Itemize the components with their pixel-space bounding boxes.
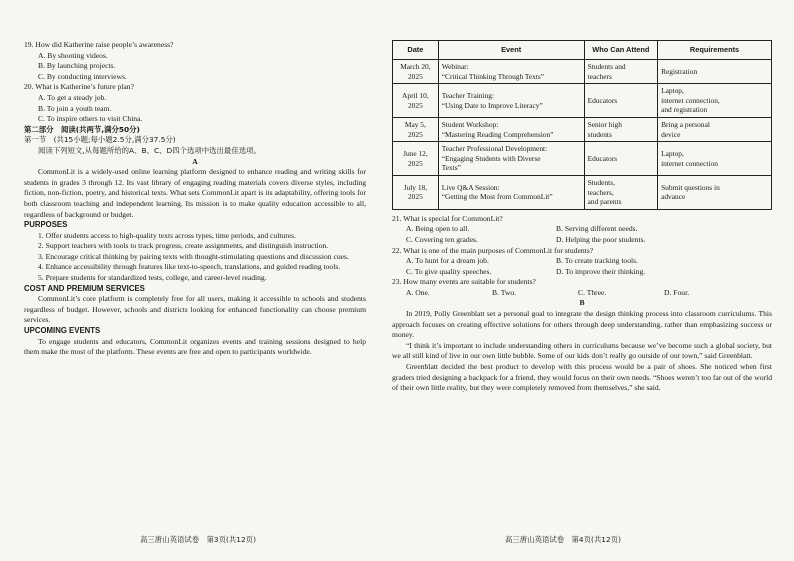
passage-b-paragraph-2: “I think it’s important to include understanding others in curriculums because we’ve become such a global society, but we all still kind of live in our own little bubble. Some of our kids don’t really go outside of our town,” said Greenblatt. bbox=[392, 340, 772, 361]
purposes-heading: PURPOSES bbox=[24, 220, 68, 230]
cell-date: June 12, 2025 bbox=[393, 142, 439, 176]
footer-left: 高三唐山英语试卷 第3页(共12页) bbox=[140, 535, 256, 544]
q23-option-a: A. One. bbox=[406, 287, 430, 297]
question-22: 22. What is one of the main purposes of CommonLit for students? bbox=[392, 245, 594, 255]
q19-option-c: C. By conducting interviews. bbox=[38, 71, 127, 81]
header-event: Event bbox=[438, 41, 584, 60]
cell-date: April 10, 2025 bbox=[393, 84, 439, 118]
cell-event: Live Q&A Session: “Getting the Most from CommonLit” bbox=[438, 175, 584, 209]
purpose-4: 4. Enhance accessibility through features like text-to-speech, translations, and guided reading tools. bbox=[38, 262, 341, 272]
cell-requirements: Laptop, internet connection, and registration bbox=[658, 84, 772, 118]
cell-who: Students, teachers, and parents bbox=[584, 175, 657, 209]
table-header-row bbox=[393, 41, 772, 60]
purpose-2: 2. Support teachers with tools to track progress, create assignments, and distinguish instruction. bbox=[38, 241, 329, 251]
table-row bbox=[393, 175, 772, 209]
cell-event: Webinar: “Critical Thinking Through Texts” bbox=[438, 60, 584, 84]
passage-a-label: A bbox=[192, 156, 198, 166]
cell-who: Senior high students bbox=[584, 117, 657, 141]
q21-options bbox=[406, 224, 772, 235]
header-requirements: Requirements bbox=[658, 41, 772, 60]
q23-option-c: C. Three. bbox=[578, 287, 607, 297]
part-two-heading: 第二部分 阅读(共两节,满分50分) bbox=[24, 124, 140, 134]
q21-option-c: C. Covering ten grades. bbox=[406, 234, 478, 244]
events-table bbox=[392, 40, 772, 210]
cell-date: March 20, 2025 bbox=[393, 60, 439, 84]
cost-text: CommonLit’s core platform is completely free for all users, making it accessible to schools and students regardless of budget. However, schools and districts looking for enhanced functionality can choose premium services. bbox=[24, 294, 366, 325]
section-one-heading: 第一节 (共15小题;每小题2.5分,满分37.5分) bbox=[24, 135, 176, 145]
events-heading: UPCOMING EVENTS bbox=[24, 326, 101, 336]
table-row bbox=[393, 60, 772, 84]
cost-heading: COST AND PREMIUM SERVICES bbox=[24, 283, 145, 293]
cell-requirements: Submit questions in advance bbox=[658, 175, 772, 209]
cell-event: Teacher Professional Development: “Engaging Students with Diverse Texts” bbox=[438, 142, 584, 176]
q22-option-c: C. To give quality speeches. bbox=[406, 266, 492, 276]
q22-option-d: D. To improve their thinking. bbox=[556, 266, 646, 276]
events-text: To engage students and educators, CommonLit organizes events and training sessions designed to help them make the most of the platform. These events are free and open to participants worldwide. bbox=[24, 336, 366, 357]
q21-options-2 bbox=[406, 235, 772, 246]
cell-date: July 18, 2025 bbox=[393, 175, 439, 209]
reading-instruction: 阅读下列短文,从每题所给的A、B、C、D四个选项中选出最佳选项。 bbox=[38, 145, 261, 155]
cell-date: May 5, 2025 bbox=[393, 117, 439, 141]
q20-option-a: A. To get a steady job. bbox=[38, 92, 107, 102]
cell-event: Student Workshop: “Mastering Reading Comprehension” bbox=[438, 117, 584, 141]
question-23: 23. How many events are suitable for students? bbox=[392, 277, 536, 287]
purpose-5: 5. Prepare students for standardized tests, college, and career-level reading. bbox=[38, 273, 267, 283]
cell-who: Educators bbox=[584, 142, 657, 176]
q22-option-a: A. To hunt for a dream job. bbox=[406, 256, 489, 266]
q23-option-d: D. Four. bbox=[664, 287, 690, 297]
q20-option-c: C. To inspire others to visit China. bbox=[38, 114, 143, 124]
passage-b-label: B bbox=[579, 298, 585, 308]
purpose-3: 3. Encourage critical thinking by pairing texts with thought-stimulating questions and discussion cues. bbox=[38, 251, 349, 261]
cell-requirements: Laptop, internet connection bbox=[658, 142, 772, 176]
q19-option-b: B. By launching projects. bbox=[38, 61, 116, 71]
purpose-1: 1. Offer students access to high-quality texts across types, time periods, and cultures. bbox=[38, 230, 296, 240]
passage-b-paragraph-3: Greenblatt decided the best product to develop with this process would be a pair of shoes. She noticed when first graders tried designing a backpack for a friend, they would focus on their own needs. “Shoes weren’t too far out of the world of their own little reality, but they were completely removed from themselves,” she said. bbox=[392, 362, 772, 393]
cell-requirements: Registration bbox=[658, 60, 772, 84]
passage-b-paragraph-1: In 2019, Polly Greenblatt set a personal goal to integrate the design thinking process into classroom curriculums. This approach focuses on creating effective solutions for others through deep understanding, rather than emphasizing success or money. bbox=[392, 309, 772, 340]
right-page bbox=[392, 40, 772, 394]
q19-option-a: A. By shooting videos. bbox=[38, 50, 108, 60]
commonlit-intro: CommonLit is a widely-used online learning platform designed to enhance reading and writing skills for students in grades 3 through 12. Its vast library of engaging reading materials covers diverse styles, including fiction, non-fiction, poetry, and historical texts. What sets CommonLit apart is its adaptability, offering tools for both classroom teaching and independent learning. Its mission is to make quality education accessible to all, regardless of background or budget. bbox=[24, 167, 366, 219]
q21-option-d: D. Helping the poor students. bbox=[556, 234, 646, 244]
header-who: Who Can Attend bbox=[584, 41, 657, 60]
cell-requirements: Bring a personal device bbox=[658, 117, 772, 141]
cell-who: Students and teachers bbox=[584, 60, 657, 84]
question-21: 21. What is special for CommonLit? bbox=[392, 213, 503, 223]
q22-option-b: B. To create tracking tools. bbox=[556, 256, 638, 266]
left-page bbox=[24, 40, 366, 358]
question-19: 19. How did Katherine raise people’s awareness? bbox=[24, 40, 174, 49]
cell-who: Educators bbox=[584, 84, 657, 118]
table-row bbox=[393, 84, 772, 118]
q20-option-b: B. To join a youth team. bbox=[38, 103, 112, 113]
q22-options bbox=[406, 256, 772, 267]
q21-option-a: A. Being open to all. bbox=[406, 224, 470, 234]
q23-options bbox=[406, 288, 772, 299]
table-row bbox=[393, 142, 772, 176]
q22-options-2 bbox=[406, 267, 772, 278]
q21-option-b: B. Serving different needs. bbox=[556, 224, 638, 234]
header-date: Date bbox=[393, 41, 439, 60]
q23-option-b: B. Two. bbox=[492, 287, 517, 297]
question-20: 20. What is Katherine’s future plan? bbox=[24, 82, 134, 92]
table-row bbox=[393, 117, 772, 141]
cell-event: Teacher Training: “Using Date to Improve Literacy” bbox=[438, 84, 584, 118]
footer-right: 高三唐山英语试卷 第4页(共12页) bbox=[505, 535, 621, 544]
